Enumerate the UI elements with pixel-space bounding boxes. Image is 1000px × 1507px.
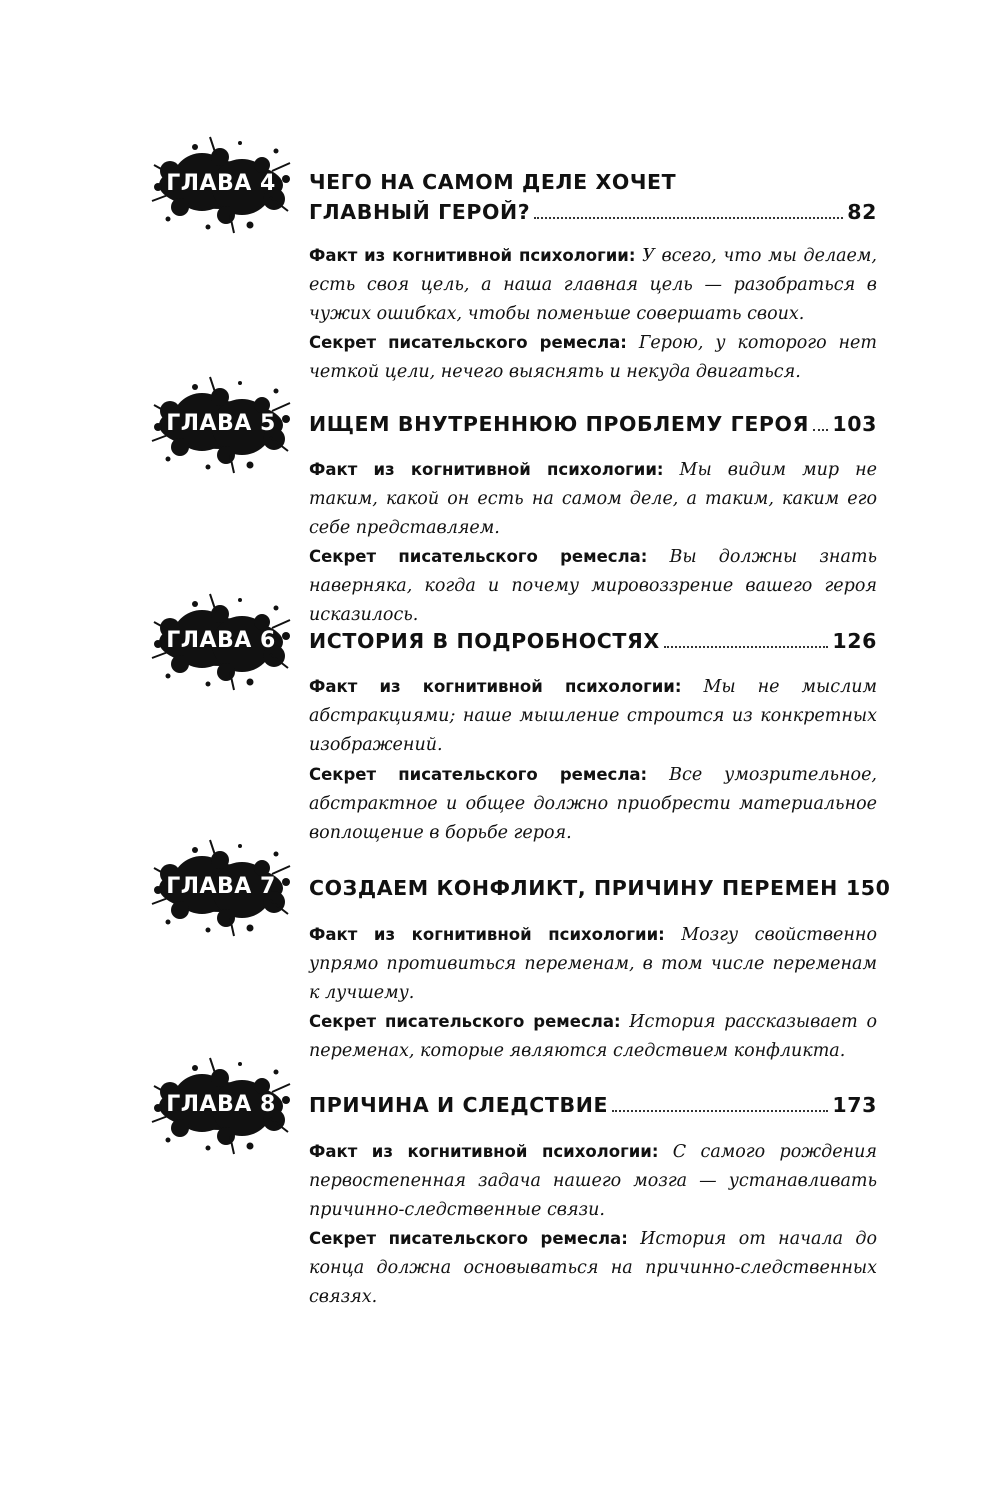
secret-label: Секрет писательского ремесла: [309, 333, 627, 352]
chapter-badge-label: ГЛАВА 7 [166, 874, 276, 899]
secret-paragraph [309, 542, 877, 630]
page-number: 150 [845, 876, 891, 900]
page-number: 103 [832, 412, 877, 436]
secret-paragraph [309, 328, 877, 387]
fact-paragraph [309, 241, 877, 329]
fact-label: Факт из когнитивной психологии: [309, 246, 636, 265]
leader-dots [813, 429, 828, 431]
chapter-badge [150, 592, 292, 692]
page-number: 126 [832, 629, 877, 653]
secret-text: История от начала до конца должна основываться на причинно-следственных связях. [309, 1229, 877, 1307]
secret-label: Секрет писательского ремесла: [309, 547, 648, 566]
fact-paragraph [309, 672, 877, 760]
fact-text: С самого рождения первостепенная задача нашего мозга — устанавливать причинно-следственные связи. [309, 1142, 877, 1220]
chapter-badge [150, 375, 292, 475]
fact-text: Мы видим мир не таким, какой он есть на самом деле, а таким, каким его себе представляем. [309, 460, 877, 538]
fact-label: Факт из когнитивной психологии: [309, 460, 664, 479]
page-number: 82 [847, 200, 877, 224]
secret-text: Вы должны знать наверняка, когда и почему мировоззрение вашего героя исказилось. [309, 547, 877, 625]
chapter-badge-label: ГЛАВА 8 [166, 1092, 276, 1117]
fact-label: Факт из когнитивной психологии: [309, 1142, 659, 1161]
chapter-title: СОЗДАЕМ КОНФЛИКТ, ПРИЧИНУ ПЕРЕМЕН [309, 876, 838, 900]
fact-label: Факт из когнитивной психологии: [309, 925, 665, 944]
secret-paragraph [309, 1224, 877, 1312]
chapter-badge [150, 135, 292, 235]
chapter-title-line-1: ЧЕГО НА САМОМ ДЕЛЕ ХОЧЕТ [309, 170, 677, 194]
leader-dots [612, 1110, 828, 1112]
chapter-badge-label: ГЛАВА 6 [166, 628, 276, 653]
chapter-title-entry[interactable] [309, 876, 891, 900]
chapter-badge-label: ГЛАВА 4 [166, 171, 276, 196]
fact-paragraph [309, 1137, 877, 1225]
chapter-title: ИЩЕМ ВНУТРЕННЮЮ ПРОБЛЕМУ ГЕРОЯ [309, 412, 809, 436]
fact-paragraph [309, 920, 877, 1008]
chapter-badge-label: ГЛАВА 5 [166, 411, 276, 436]
secret-label: Секрет писательского ремесла: [309, 1012, 621, 1031]
fact-text: Мозгу свойственно упрямо противиться переменам, в том числе переменам к лучшему. [309, 925, 877, 1003]
fact-label: Факт из когнитивной психологии: [309, 677, 682, 696]
secret-text: Герою, у которого нет четкой цели, нечего выяснять и некуда двигаться. [309, 333, 877, 382]
chapter-badge [150, 838, 292, 938]
chapter-title-entry[interactable] [309, 629, 877, 653]
secret-text: Все умозрительное, абстрактное и общее должно приобрести материальное воплощение в борьбе героя. [309, 765, 877, 843]
fact-text: Мы не мыслим абстракциями; наше мышление строится из конкретных изображений. [309, 677, 877, 755]
chapter-title-entry[interactable] [309, 1093, 877, 1117]
leader-dots [664, 646, 829, 648]
chapter-title-entry[interactable] [309, 412, 877, 436]
secret-paragraph [309, 1007, 877, 1066]
fact-text: У всего, что мы делаем, есть своя цель, а наша главная цель — разобраться в чужих ошибках, чтобы поменьше совершать своих. [309, 246, 877, 324]
secret-label: Секрет писательского ремесла: [309, 765, 648, 784]
page-number: 173 [832, 1093, 877, 1117]
leader-dots [534, 217, 843, 219]
chapter-title: ПРИЧИНА И СЛЕДСТВИЕ [309, 1093, 609, 1117]
chapter-title-entry[interactable] [309, 200, 877, 224]
chapter-title: ИСТОРИЯ В ПОДРОБНОСТЯХ [309, 629, 660, 653]
secret-paragraph [309, 760, 877, 848]
secret-text: История рассказывает о переменах, которые являются следствием конфликта. [309, 1012, 877, 1061]
secret-label: Секрет писательского ремесла: [309, 1229, 628, 1248]
chapter-badge [150, 1056, 292, 1156]
fact-paragraph [309, 455, 877, 543]
chapter-title-line-2: ГЛАВНЫЙ ГЕРОЙ? [309, 200, 531, 224]
